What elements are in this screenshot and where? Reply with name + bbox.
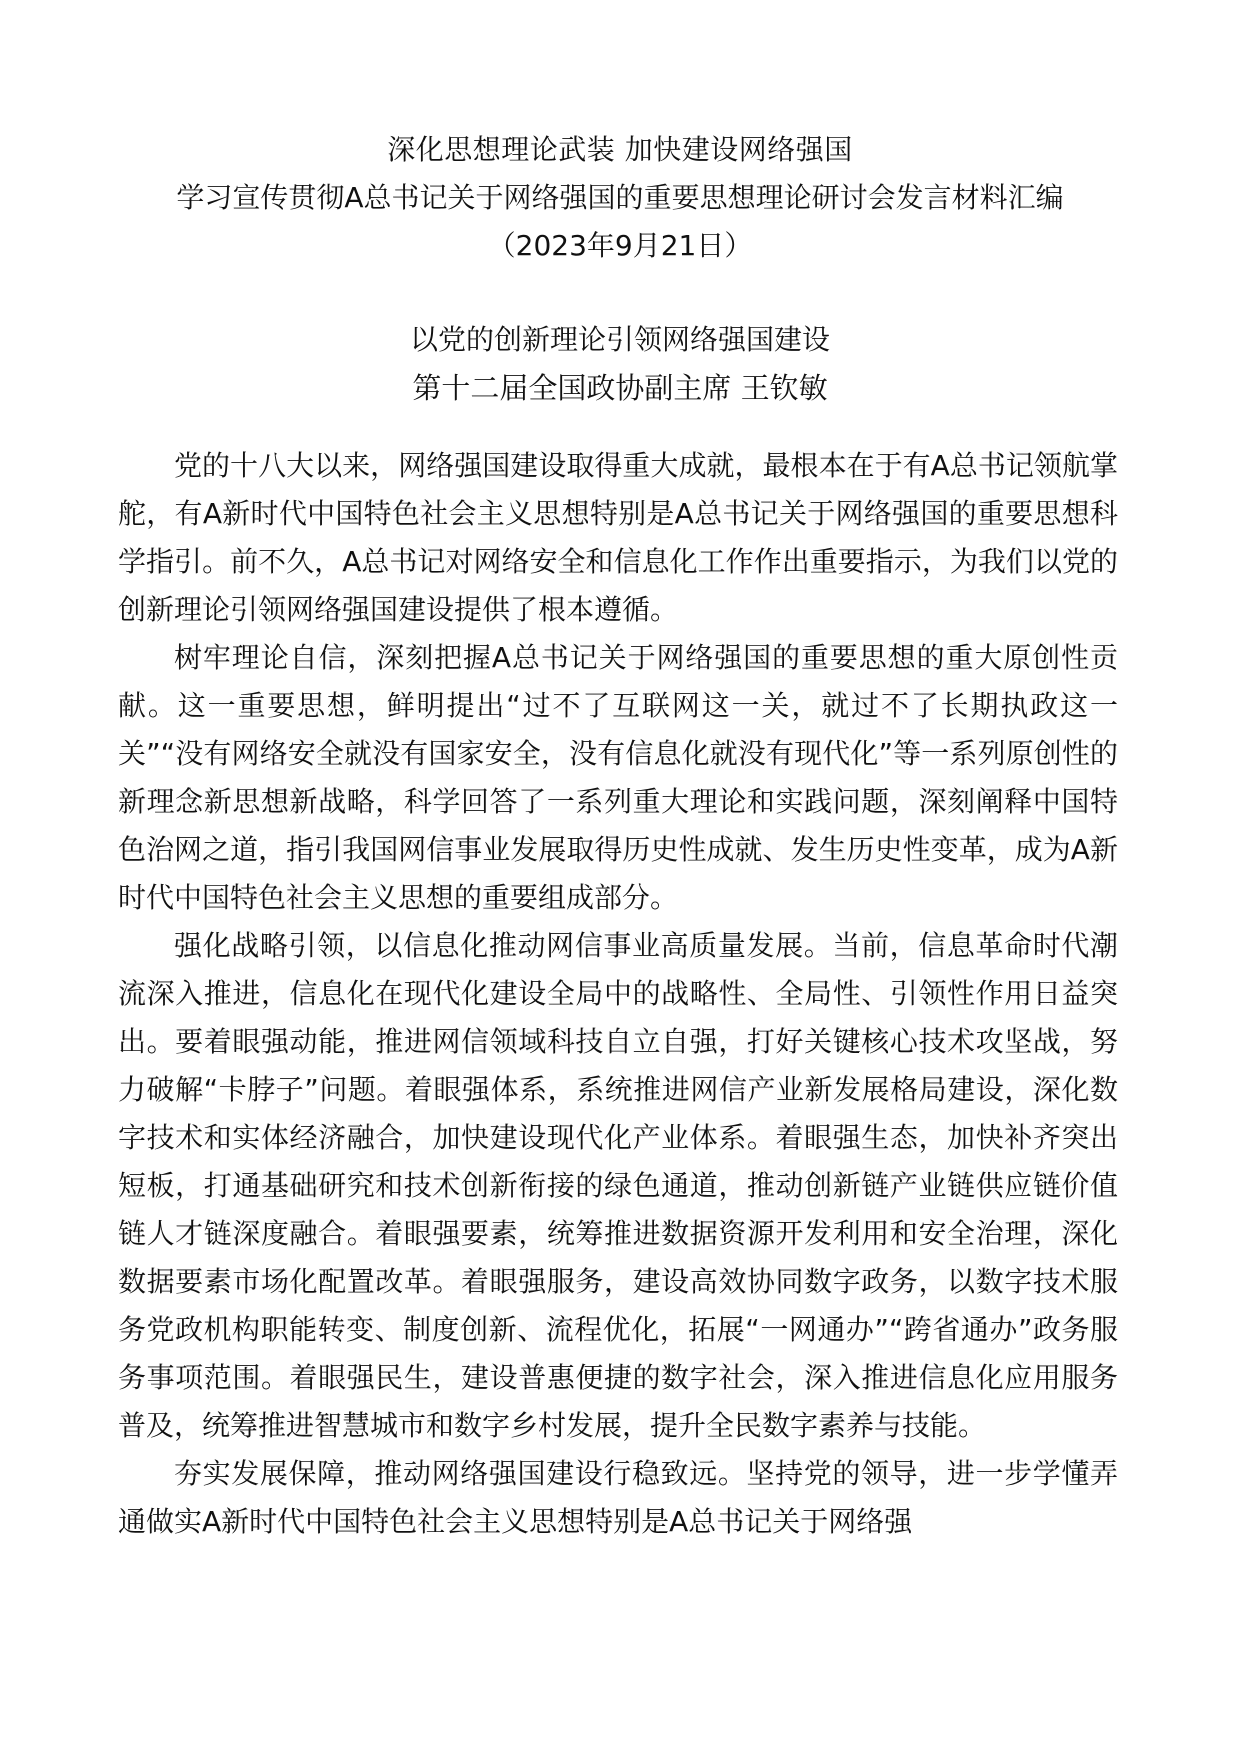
collection-date: （2023年9月21日）	[487, 229, 753, 262]
paragraph: 树牢理论自信，深刻把握A总书记关于网络强国的重要思想的重大原创性贡献。这一重要思想，鲜明提出“过不了互联网这一关，就过不了长期执政这一关”“没有网络安全就没有国家安全，没有信息化就没有现代化”等一系列原创性的新理念新思想新战略，科学回答了一系列重大理论和实践问题，深刻阐释中国特色治网之道，指引我国网信事业发展取得历史性成就、发生历史性变革，成为A新时代中国特色社会主义思想的重要组成部分。	[118, 641, 1118, 914]
paragraph: 强化战略引领，以信息化推动网信事业高质量发展。当前，信息革命时代潮流深入推进，信息化在现代化建设全局中的战略性、全局性、引领性作用日益突出。要着眼强动能，推进网信领域科技自立自强，打好关键核心技术攻坚战，努力破解“卡脖子”问题。着眼强体系，系统推进网信产业新发展格局建设，深化数字技术和实体经济融合，加快建设现代化产业体系。着眼强生态，加快补齐突出短板，打通基础研究和技术创新衔接的绿色通道，推动创新链产业链供应链价值链人才链深度融合。着眼强要素，统筹推进数据资源开发利用和安全治理，深化数据要素市场化配置改革。着眼强服务，建设高效协同数字政务，以数字技术服务党政机构职能转变、制度创新、流程优化，拓展“一网通办”“跨省通办”政务服务事项范围。着眼强民生，建设普惠便捷的数字社会，深入推进信息化应用服务普及，统筹推进智慧城市和数字乡村发展，提升全民数字素养与技能。	[118, 929, 1118, 1442]
collection-title: 深化思想理论武装 加快建设网络强国	[387, 133, 853, 166]
author-line: 第十二届全国政协副主席 王钦敏	[412, 371, 828, 405]
paragraph: 夯实发展保障，推动网络强国建设行稳致远。坚持党的领导，进一步学懂弄通做实A新时代中国特色社会主义思想特别是A总书记关于网络强	[118, 1457, 1118, 1538]
article-title: 以党的创新理论引领网络强国建设	[409, 323, 830, 356]
collection-subtitle: 学习宣传贯彻A总书记关于网络强国的重要思想理论研讨会发言材料汇编	[176, 181, 1064, 214]
paragraph: 党的十八大以来，网络强国建设取得重大成就，最根本在于有A总书记领航掌舵，有A新时代中国特色社会主义思想特别是A总书记关于网络强国的重要思想科学指引。前不久，A总书记对网络安全和信息化工作作出重要指示，为我们以党的创新理论引领网络强国建设提供了根本遵循。	[118, 449, 1118, 626]
article-body	[118, 442, 1118, 1546]
